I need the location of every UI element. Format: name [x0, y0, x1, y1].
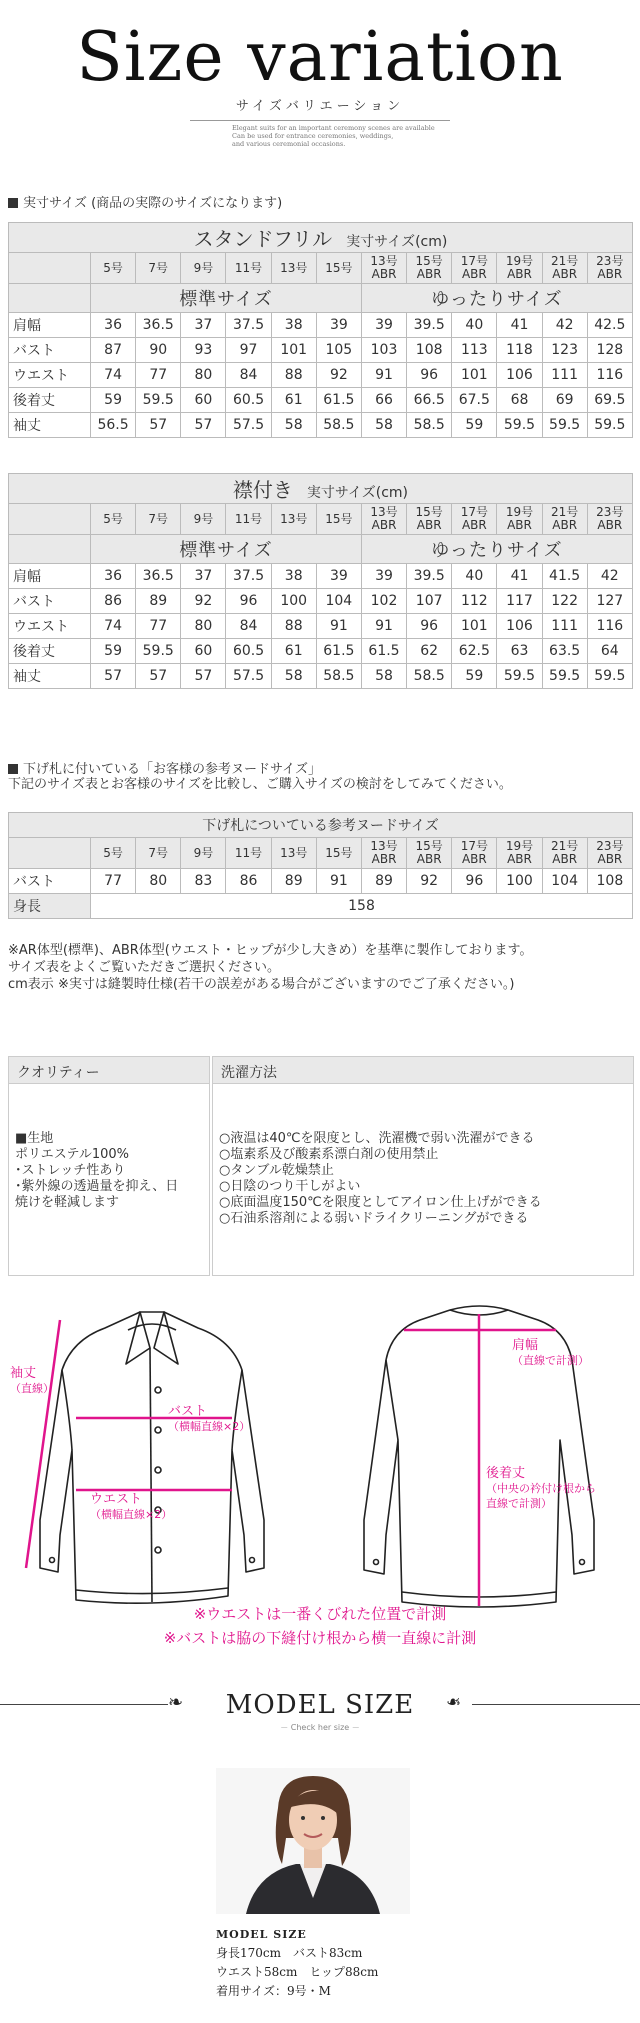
table-subtitle: 実寸サイズ(cm) — [346, 234, 448, 250]
value-cell: 80 — [181, 614, 226, 639]
size-table-collar — [8, 473, 633, 689]
size-header: 7号 — [136, 504, 181, 535]
value-cell: 42 — [587, 564, 632, 589]
size-header: 15号 ABR — [407, 838, 452, 869]
value-cell: 77 — [136, 363, 181, 388]
model-size-title: MODEL SIZE — [225, 1690, 415, 1720]
value-cell: 111 — [542, 363, 587, 388]
value-cell: 40 — [452, 564, 497, 589]
note-line: サイズ表をよくご覧いただきご選択ください。 — [8, 960, 280, 975]
value-cell: 92 — [407, 869, 452, 894]
value-cell: 96 — [226, 589, 271, 614]
shoulder-label-main: 肩幅 — [512, 1338, 539, 1353]
value-cell: 77 — [91, 869, 136, 894]
table-row — [9, 664, 633, 689]
value-cell: 58 — [271, 413, 316, 438]
value-cell: 87 — [91, 338, 136, 363]
note-line: ※AR体型(標準)、ABR体型(ウエスト・ヒップが少し大きめ）を基準に製作しております。 — [8, 943, 533, 958]
table-row — [9, 363, 633, 388]
value-cell: 89 — [361, 869, 406, 894]
value-cell: 59.5 — [542, 413, 587, 438]
value-cell: 92 — [316, 363, 361, 388]
table-row — [9, 589, 633, 614]
value-cell: 59 — [452, 664, 497, 689]
value-cell: 105 — [316, 338, 361, 363]
value-cell: 57 — [91, 664, 136, 689]
value-cell: 62 — [407, 639, 452, 664]
shirt-front-icon — [40, 1312, 264, 1603]
value-cell: 106 — [497, 363, 542, 388]
value-cell: 63 — [497, 639, 542, 664]
table-title: スタンドフリル — [193, 227, 333, 251]
value-cell: 59 — [452, 413, 497, 438]
waist-label — [90, 1492, 172, 1522]
size-header: 17号 ABR — [452, 504, 497, 535]
value-cell: 58 — [361, 413, 406, 438]
value-cell: 61 — [271, 388, 316, 413]
size-header: 21号 ABR — [542, 838, 587, 869]
value-cell: 59.5 — [542, 664, 587, 689]
table-row — [9, 338, 633, 363]
value-cell: 58.5 — [316, 413, 361, 438]
nude-size-description: 下記のサイズ表とお客様のサイズを比較し、ご購入サイズの検討をしてみてください。 — [8, 777, 512, 792]
bust-label-sub: （横幅直線×2） — [168, 1420, 251, 1433]
value-cell: 118 — [497, 338, 542, 363]
value-cell: 37 — [181, 564, 226, 589]
value-cell: 58.5 — [407, 413, 452, 438]
actual-size-heading-text: 実寸サイズ (商品の実際のサイズになります) — [23, 196, 283, 211]
standard-size-label: 標準サイズ — [91, 284, 362, 313]
value-cell: 104 — [542, 869, 587, 894]
size-header: 17号 ABR — [452, 838, 497, 869]
bust-note: ※バストは脇の下縫付け根から横一直線に計測 — [163, 1629, 477, 1647]
value-cell: 41 — [497, 564, 542, 589]
row-label: 肩幅 — [9, 564, 91, 589]
size-header: 5号 — [91, 838, 136, 869]
value-cell: 88 — [271, 614, 316, 639]
washing-line: ○石油系溶剤による弱いドライクリーニングができる — [219, 1211, 529, 1226]
value-cell: 97 — [226, 338, 271, 363]
value-cell: 66 — [361, 388, 406, 413]
value-cell: 108 — [407, 338, 452, 363]
value-cell: 42 — [542, 313, 587, 338]
value-cell: 38 — [271, 564, 316, 589]
value-cell: 36 — [91, 313, 136, 338]
shoulder-label — [512, 1338, 589, 1368]
page-title: Size variation — [76, 18, 564, 97]
washing-line: ○液温は40℃を限度とし、洗濯機で弱い洗濯ができる — [219, 1131, 535, 1146]
row-label: 袖丈 — [9, 413, 91, 438]
value-cell: 101 — [271, 338, 316, 363]
value-cell: 80 — [181, 363, 226, 388]
value-cell: 128 — [587, 338, 632, 363]
value-cell: 84 — [226, 363, 271, 388]
size-header: 23号 ABR — [587, 253, 632, 284]
shoulder-label-sub: （直線で計測） — [512, 1354, 589, 1367]
value-cell: 59.5 — [136, 388, 181, 413]
size-header: 13号 ABR — [361, 253, 406, 284]
model-info-line: ウエスト58cm ヒップ88cm — [216, 1965, 379, 1979]
row-label: 肩幅 — [9, 313, 91, 338]
page-subtitle: サイズバリエーション — [235, 99, 405, 114]
washing-box — [212, 1056, 634, 1276]
value-cell: 39 — [316, 564, 361, 589]
value-cell: 38 — [271, 313, 316, 338]
size-header: 7号 — [136, 838, 181, 869]
model-photo — [216, 1768, 410, 1914]
nude-size-heading-text: 下げ札に付いている「お客様の参考ヌードサイズ」 — [23, 762, 321, 777]
value-cell: 60 — [181, 388, 226, 413]
row-label: 身長 — [9, 894, 91, 919]
back-length-label — [486, 1466, 596, 1511]
square-bullet-icon — [8, 198, 18, 208]
value-cell: 89 — [136, 589, 181, 614]
ornament-right-icon: ❧ — [446, 1692, 462, 1713]
washing-heading: 洗濯方法 — [213, 1057, 633, 1084]
quality-line: ･ストレッチ性あり — [15, 1163, 126, 1178]
value-cell: 91 — [316, 869, 361, 894]
value-cell: 113 — [452, 338, 497, 363]
size-header: 11号 — [226, 253, 271, 284]
value-cell: 37.5 — [226, 313, 271, 338]
size-header: 9号 — [181, 253, 226, 284]
row-label: バスト — [9, 589, 91, 614]
value-cell: 36 — [91, 564, 136, 589]
value-cell: 61.5 — [361, 639, 406, 664]
value-cell: 68 — [497, 388, 542, 413]
size-notes — [8, 942, 532, 993]
quality-line: ■生地 — [15, 1131, 54, 1146]
ornament-left-icon: ❧ — [168, 1692, 184, 1713]
corner-cell — [9, 535, 91, 564]
tagline-line: and various ceremonial occasions. — [232, 140, 346, 148]
value-cell: 58.5 — [316, 664, 361, 689]
table-row — [9, 413, 633, 438]
back-length-label-main: 後着丈 — [486, 1466, 526, 1481]
quality-line: 焼けを軽減します — [15, 1195, 120, 1210]
value-cell: 96 — [407, 614, 452, 639]
row-label: ウエスト — [9, 363, 91, 388]
size-header: 13号 ABR — [361, 838, 406, 869]
table-row — [9, 869, 633, 894]
value-cell: 84 — [226, 614, 271, 639]
back-length-label-sub2: 直線で計測） — [486, 1497, 552, 1510]
value-cell: 91 — [316, 614, 361, 639]
value-cell: 61.5 — [316, 388, 361, 413]
value-cell: 57.5 — [226, 413, 271, 438]
table-subtitle: 実寸サイズ(cm) — [306, 485, 409, 501]
row-label: ウエスト — [9, 614, 91, 639]
size-header: 15号 — [316, 838, 361, 869]
value-cell: 56.5 — [91, 413, 136, 438]
header-divider — [190, 120, 450, 121]
relaxed-size-label: ゆったりサイズ — [361, 284, 632, 313]
value-cell: 106 — [497, 614, 542, 639]
value-cell: 41.5 — [542, 564, 587, 589]
value-cell: 37 — [181, 313, 226, 338]
value-cell: 96 — [452, 869, 497, 894]
size-header: 13号 — [271, 504, 316, 535]
value-cell: 122 — [542, 589, 587, 614]
table-title-cell — [9, 474, 633, 504]
height-value: 158 — [91, 894, 633, 919]
value-cell: 101 — [452, 363, 497, 388]
size-header: 13号 — [271, 253, 316, 284]
washing-line: ○タンブル乾燥禁止 — [219, 1163, 334, 1178]
value-cell: 57 — [181, 413, 226, 438]
value-cell: 66.5 — [407, 388, 452, 413]
model-size-subtitle: － Check her size － — [280, 1723, 360, 1732]
value-cell: 36.5 — [136, 564, 181, 589]
value-cell: 58.5 — [407, 664, 452, 689]
size-header: 21号 ABR — [542, 253, 587, 284]
value-cell: 127 — [587, 589, 632, 614]
value-cell: 88 — [271, 363, 316, 388]
value-cell: 116 — [587, 614, 632, 639]
value-cell: 91 — [361, 363, 406, 388]
value-cell: 69 — [542, 388, 587, 413]
model-info-line: 着用サイズ：9号・M — [216, 1984, 331, 1998]
value-cell: 123 — [542, 338, 587, 363]
table-row — [9, 894, 633, 919]
value-cell: 112 — [452, 589, 497, 614]
value-cell: 40 — [452, 313, 497, 338]
waist-note: ※ウエストは一番くびれた位置で計測 — [193, 1605, 447, 1623]
value-cell: 103 — [361, 338, 406, 363]
size-header: 15号 — [316, 253, 361, 284]
bust-label-main: バスト — [168, 1404, 208, 1419]
nude-size-table — [8, 812, 633, 919]
value-cell: 36.5 — [136, 313, 181, 338]
size-header: 7号 — [136, 253, 181, 284]
table-row — [9, 313, 633, 338]
quality-text — [9, 1084, 209, 1211]
sleeve-label-main: 袖丈 — [10, 1366, 37, 1381]
value-cell: 59.5 — [497, 413, 542, 438]
value-cell: 58 — [361, 664, 406, 689]
quality-line: ･紫外線の透過量を抑え、日 — [15, 1179, 179, 1194]
value-cell: 108 — [587, 869, 632, 894]
model-info-title: MODEL SIZE — [216, 1928, 307, 1941]
value-cell: 59.5 — [497, 664, 542, 689]
quality-box — [8, 1056, 210, 1276]
corner-cell — [9, 504, 91, 535]
actual-size-heading — [8, 192, 282, 211]
washing-line: ○塩素系及び酸素系漂白剤の使用禁止 — [219, 1147, 439, 1162]
value-cell: 107 — [407, 589, 452, 614]
value-cell: 74 — [91, 363, 136, 388]
bust-label — [168, 1404, 250, 1434]
value-cell: 89 — [271, 869, 316, 894]
row-label: 袖丈 — [9, 664, 91, 689]
size-header: 5号 — [91, 504, 136, 535]
relaxed-size-label: ゆったりサイズ — [361, 535, 632, 564]
value-cell: 59 — [91, 639, 136, 664]
header-tagline — [232, 124, 435, 148]
value-cell: 91 — [361, 614, 406, 639]
table-row — [9, 564, 633, 589]
size-header: 9号 — [181, 504, 226, 535]
value-cell: 102 — [361, 589, 406, 614]
value-cell: 104 — [316, 589, 361, 614]
value-cell: 60.5 — [226, 639, 271, 664]
table-title: 襟付き — [232, 478, 293, 502]
size-table-stand-frill — [8, 222, 633, 438]
sleeve-measure-line — [26, 1320, 60, 1568]
value-cell: 92 — [181, 589, 226, 614]
row-label: 後着丈 — [9, 639, 91, 664]
value-cell: 57.5 — [226, 664, 271, 689]
size-header: 13号 ABR — [361, 504, 406, 535]
table-row — [9, 639, 633, 664]
row-label: バスト — [9, 338, 91, 363]
table-row — [9, 388, 633, 413]
value-cell: 39 — [361, 564, 406, 589]
value-cell: 61.5 — [316, 639, 361, 664]
standard-size-label: 標準サイズ — [91, 535, 362, 564]
value-cell: 69.5 — [587, 388, 632, 413]
value-cell: 39.5 — [407, 313, 452, 338]
value-cell: 59 — [91, 388, 136, 413]
value-cell: 42.5 — [587, 313, 632, 338]
size-header: 11号 — [226, 504, 271, 535]
tagline-line: Can be used for entrance ceremonies, weddings, — [232, 132, 394, 140]
size-header: 9号 — [181, 838, 226, 869]
sleeve-label-sub: （直線） — [10, 1382, 54, 1395]
row-label: 後着丈 — [9, 388, 91, 413]
size-header: 23号 ABR — [587, 838, 632, 869]
value-cell: 93 — [181, 338, 226, 363]
value-cell: 64 — [587, 639, 632, 664]
value-cell: 86 — [226, 869, 271, 894]
size-header: 21号 ABR — [542, 504, 587, 535]
value-cell: 96 — [407, 363, 452, 388]
sleeve-label — [10, 1366, 54, 1396]
model-info-line: 身長170cm バスト83cm — [216, 1946, 363, 1960]
quality-heading: クオリティー — [9, 1057, 209, 1084]
value-cell: 59.5 — [136, 639, 181, 664]
value-cell: 63.5 — [542, 639, 587, 664]
tagline-line: Elegant suits for an important ceremony scenes are available — [232, 124, 435, 132]
value-cell: 59.5 — [587, 413, 632, 438]
value-cell: 62.5 — [452, 639, 497, 664]
corner-cell — [9, 284, 91, 313]
value-cell: 58 — [271, 664, 316, 689]
washing-line: ○底面温度150℃を限度としてアイロン仕上げができる — [219, 1195, 542, 1210]
value-cell: 116 — [587, 363, 632, 388]
value-cell: 67.5 — [452, 388, 497, 413]
value-cell: 39.5 — [407, 564, 452, 589]
nude-table-title: 下げ札についている参考ヌードサイズ — [9, 813, 633, 838]
value-cell: 57 — [136, 664, 181, 689]
table-title-cell — [9, 223, 633, 253]
row-label: バスト — [9, 869, 91, 894]
value-cell: 80 — [136, 869, 181, 894]
size-header: 5号 — [91, 253, 136, 284]
value-cell: 101 — [452, 614, 497, 639]
back-length-label-sub1: （中央の衿付け根から — [486, 1482, 596, 1495]
value-cell: 39 — [316, 313, 361, 338]
value-cell: 57 — [136, 413, 181, 438]
size-header: 11号 — [226, 838, 271, 869]
value-cell: 60.5 — [226, 388, 271, 413]
size-header: 15号 ABR — [407, 504, 452, 535]
value-cell: 61 — [271, 639, 316, 664]
value-cell: 77 — [136, 614, 181, 639]
value-cell: 59.5 — [587, 664, 632, 689]
nude-size-heading — [8, 758, 321, 777]
size-header: 23号 ABR — [587, 504, 632, 535]
size-header: 13号 — [271, 838, 316, 869]
value-cell: 74 — [91, 614, 136, 639]
model-divider-right — [472, 1704, 640, 1705]
waist-label-sub: （横幅直線×2） — [90, 1508, 173, 1521]
size-header: 19号 ABR — [497, 838, 542, 869]
value-cell: 60 — [181, 639, 226, 664]
square-bullet-icon — [8, 764, 18, 774]
model-info — [216, 1925, 378, 2001]
quality-line: ポリエステル100% — [15, 1147, 129, 1162]
washing-text — [213, 1084, 633, 1227]
waist-label-main: ウエスト — [90, 1492, 143, 1507]
value-cell: 111 — [542, 614, 587, 639]
value-cell: 83 — [181, 869, 226, 894]
value-cell: 39 — [361, 313, 406, 338]
size-header: 19号 ABR — [497, 504, 542, 535]
corner-cell — [9, 838, 91, 869]
value-cell: 86 — [91, 589, 136, 614]
value-cell: 100 — [271, 589, 316, 614]
value-cell: 37.5 — [226, 564, 271, 589]
washing-line: ○日陰のつり干しがよい — [219, 1179, 361, 1194]
value-cell: 90 — [136, 338, 181, 363]
table-row — [9, 614, 633, 639]
size-header: 19号 ABR — [497, 253, 542, 284]
corner-cell — [9, 253, 91, 284]
size-header: 15号 — [316, 504, 361, 535]
value-cell: 117 — [497, 589, 542, 614]
note-line: cm表示 ※実寸は縫製時仕様(若干の誤差がある場合がございますのでご了承ください。) — [8, 977, 515, 992]
value-cell: 57 — [181, 664, 226, 689]
value-cell: 41 — [497, 313, 542, 338]
size-header: 15号 ABR — [407, 253, 452, 284]
size-header: 17号 ABR — [452, 253, 497, 284]
value-cell: 100 — [497, 869, 542, 894]
